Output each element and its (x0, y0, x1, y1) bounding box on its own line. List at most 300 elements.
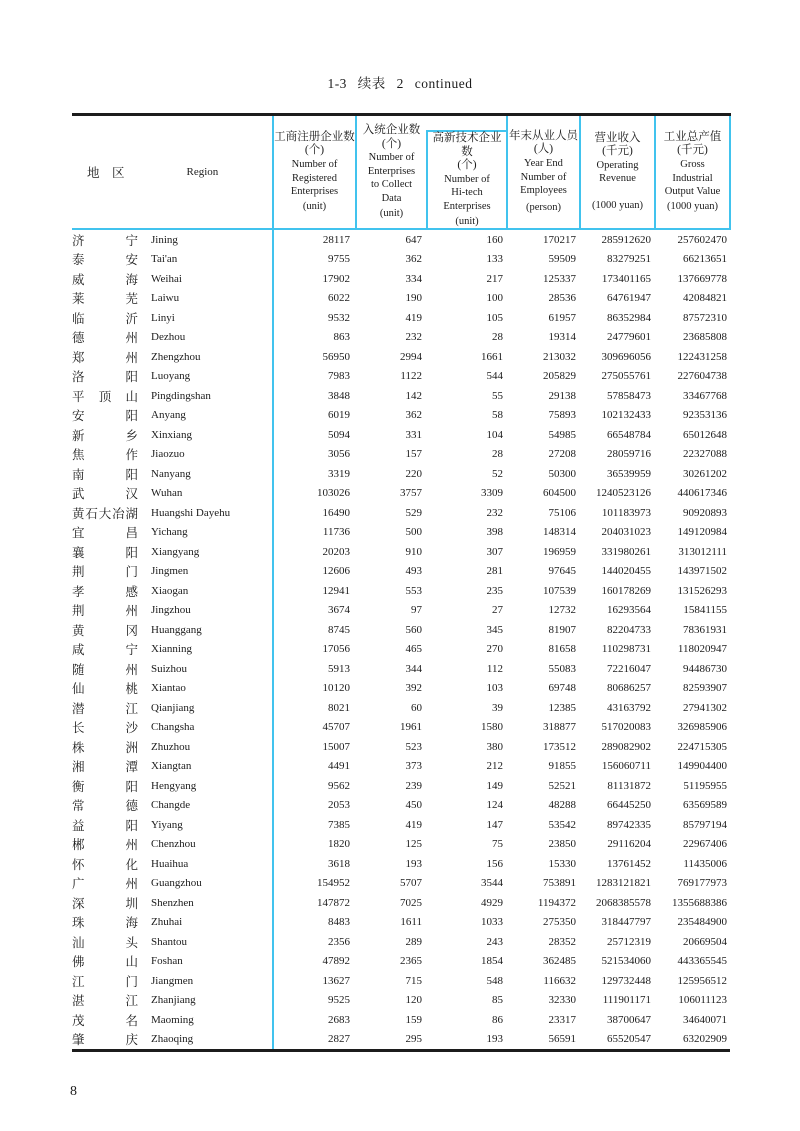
header-title-en: Output Value (664, 186, 721, 198)
header-title-cn: 营业收入 (594, 131, 641, 144)
header-title-en: Number of (368, 152, 415, 164)
table-row (72, 698, 730, 718)
table-row (72, 757, 730, 777)
value-cell: 20669504 (683, 935, 727, 948)
table-row (72, 1030, 730, 1051)
value-cell: 32330 (548, 994, 576, 1007)
region-name-en: Changde (151, 799, 191, 812)
value-cell: 604500 (543, 487, 576, 500)
value-cell: 450 (405, 799, 422, 812)
value-cell: 7385 (328, 818, 350, 831)
value-cell: 1122 (400, 370, 422, 383)
region-name-en: Zhanjiang (151, 994, 196, 1007)
value-cell: 149120984 (677, 526, 727, 539)
region-name-cn: 咸宁 (72, 643, 138, 658)
region-cell (72, 250, 273, 270)
value-cell: 101183973 (601, 506, 651, 519)
table-row (72, 308, 730, 328)
header-title-en: Data (381, 192, 402, 204)
value-cell: 398 (486, 526, 503, 539)
region-name-en: Huangshi Dayehu (151, 506, 231, 519)
value-cell: 48288 (548, 799, 576, 812)
value-cell: 362 (405, 253, 422, 266)
value-cell: 129732448 (601, 974, 651, 987)
region-name-cn: 宜昌 (72, 526, 138, 541)
table-row (72, 932, 730, 952)
region-cell (72, 757, 273, 777)
value-cell: 111901171 (602, 994, 651, 1007)
value-cell: 103 (486, 682, 503, 695)
value-cell: 11736 (322, 526, 350, 539)
value-cell: 243 (486, 935, 503, 948)
value-cell: 560 (405, 623, 422, 636)
region-name-cn: 武汉 (72, 487, 138, 502)
header-title-en: Gross (680, 158, 705, 170)
value-cell: 205829 (543, 370, 576, 383)
value-cell: 9532 (328, 311, 350, 324)
table-row (72, 796, 730, 816)
region-name-en: Tai'an (151, 253, 178, 266)
value-cell: 137669778 (677, 272, 727, 285)
region-name-en: Xiaogan (151, 584, 189, 597)
table-row (72, 328, 730, 348)
value-cell: 373 (405, 760, 422, 773)
region-name-en: Laiwu (151, 292, 180, 305)
table-row (72, 952, 730, 972)
value-cell: 13761452 (607, 857, 651, 870)
region-cell (72, 347, 273, 367)
value-cell: 331 (405, 428, 422, 441)
region-cell (72, 328, 273, 348)
value-cell: 16490 (322, 506, 350, 519)
value-cell: 87572310 (683, 311, 727, 324)
value-cell: 58 (492, 409, 503, 422)
value-cell: 1854 (481, 955, 503, 968)
region-name-cn: 威海 (72, 272, 138, 287)
value-cell: 10120 (322, 682, 350, 695)
value-cell: 97 (411, 604, 422, 617)
value-cell: 309696056 (601, 350, 651, 363)
region-header-en: Region (186, 166, 219, 179)
value-cell: 147872 (317, 896, 350, 909)
region-name-en: Nanyang (151, 467, 191, 480)
value-cell: 33467768 (683, 389, 727, 402)
region-name-cn: 孝感 (72, 584, 138, 599)
table-row (72, 620, 730, 640)
region-cell (72, 464, 273, 484)
region-name-cn: 安阳 (72, 409, 138, 424)
column-header-region (72, 115, 273, 230)
region-name-cn: 常德 (72, 799, 138, 814)
value-cell: 57858473 (607, 389, 651, 402)
value-cell: 106011123 (678, 994, 727, 1007)
region-name-en: Maoming (151, 1013, 194, 1026)
value-cell: 232 (405, 331, 422, 344)
header-unit-cn: (人) (533, 143, 554, 156)
region-name-en: Huanggang (151, 623, 202, 636)
value-cell: 2068385578 (596, 896, 651, 909)
value-cell: 116632 (543, 974, 576, 987)
table-row (72, 893, 730, 913)
value-cell: 50300 (548, 467, 576, 480)
value-cell: 220 (405, 467, 422, 480)
region-cell (72, 406, 273, 426)
value-cell: 7983 (328, 370, 350, 383)
region-cell (72, 581, 273, 601)
value-cell: 257602470 (677, 233, 727, 246)
value-cell: 52 (492, 467, 503, 480)
value-cell: 523 (405, 740, 422, 753)
header-unit-en: (1000 yuan) (666, 200, 719, 212)
value-cell: 9525 (328, 994, 350, 1007)
value-cell: 159 (405, 1013, 422, 1026)
header-title-cn: 年末从业人员 (509, 129, 578, 142)
value-cell: 521534060 (601, 955, 651, 968)
region-name-en: Zhuzhou (151, 740, 191, 753)
value-cell: 3757 (400, 487, 422, 500)
table-row (72, 815, 730, 835)
value-cell: 124 (486, 799, 503, 812)
table-row (72, 425, 730, 445)
value-cell: 1580 (481, 721, 503, 734)
value-cell: 63202909 (683, 1033, 727, 1046)
region-name-en: Yichang (151, 526, 188, 539)
value-cell: 4929 (481, 896, 503, 909)
region-name-en: Huaihua (151, 857, 189, 870)
header-title-en: Hi-tech (451, 187, 483, 199)
region-name-cn: 广州 (72, 877, 138, 892)
header-title-en: Enterprises (290, 186, 339, 198)
value-cell: 9562 (328, 779, 350, 792)
table-body (72, 229, 730, 1051)
value-cell: 2365 (400, 955, 422, 968)
value-cell: 289082902 (601, 740, 651, 753)
value-cell: 86352984 (607, 311, 651, 324)
region-name-en: Zhengzhou (151, 350, 201, 363)
table-row (72, 737, 730, 757)
value-cell: 55 (492, 389, 503, 402)
value-cell: 5707 (400, 877, 422, 890)
region-name-cn: 襄阳 (72, 545, 138, 560)
value-cell: 910 (405, 545, 422, 558)
value-cell: 38700647 (607, 1013, 651, 1026)
header-unit-en: (unit) (455, 215, 479, 227)
value-cell: 89742335 (607, 818, 651, 831)
value-cell: 19314 (548, 331, 576, 344)
region-name-cn: 汕头 (72, 935, 138, 950)
value-cell: 34640071 (683, 1013, 727, 1026)
value-cell: 285912620 (601, 233, 651, 246)
region-name-cn: 德州 (72, 331, 138, 346)
region-name-en: Xiangtan (151, 760, 192, 773)
value-cell: 160178269 (601, 584, 651, 597)
table-row (72, 640, 730, 660)
table-row (72, 718, 730, 738)
value-cell: 17902 (322, 272, 350, 285)
value-cell: 63569589 (683, 799, 727, 812)
value-cell: 544 (486, 370, 503, 383)
column-header-revenue (580, 115, 655, 230)
region-name-en: Jingzhou (151, 604, 191, 617)
value-cell: 20203 (322, 545, 350, 558)
value-cell: 3319 (328, 467, 350, 480)
value-cell: 149 (486, 779, 503, 792)
value-cell: 553 (405, 584, 422, 597)
value-cell: 22967406 (683, 838, 727, 851)
value-cell: 17056 (322, 643, 350, 656)
region-cell (72, 425, 273, 445)
value-cell: 112 (486, 662, 503, 675)
region-name-cn: 荆门 (72, 565, 138, 580)
value-cell: 1240523126 (596, 487, 651, 500)
header-title-en: Industrial (672, 172, 713, 184)
table-row (72, 464, 730, 484)
value-cell: 196959 (543, 545, 576, 558)
region-name-en: Shenzhen (151, 896, 194, 909)
value-cell: 190 (405, 292, 422, 305)
value-cell: 147 (486, 818, 503, 831)
value-cell: 91855 (548, 760, 576, 773)
header-title-cn: 工商注册企业数 (274, 130, 355, 143)
region-name-en: Anyang (151, 409, 186, 422)
header-title-en: Revenue (599, 173, 636, 185)
table-row (72, 269, 730, 289)
value-cell: 80686257 (607, 682, 651, 695)
region-name-cn: 焦作 (72, 448, 138, 463)
region-name-en: Dezhou (151, 331, 186, 344)
header-unit-cn: (个) (381, 137, 402, 150)
region-cell (72, 620, 273, 640)
region-cell (72, 835, 273, 855)
region-name-en: Xianning (151, 643, 192, 656)
value-cell: 2053 (328, 799, 350, 812)
value-cell: 7025 (400, 896, 422, 909)
value-cell: 3848 (328, 389, 350, 402)
value-cell: 548 (486, 974, 503, 987)
value-cell: 235484900 (677, 916, 727, 929)
region-cell (72, 659, 273, 679)
region-name-cn: 湘潭 (72, 760, 138, 775)
region-cell (72, 913, 273, 933)
region-name-en: Zhuhai (151, 916, 183, 929)
header-unit-cn: (千元) (677, 144, 708, 157)
value-cell: 85797194 (683, 818, 727, 831)
value-cell: 204031023 (601, 526, 651, 539)
value-cell: 5913 (328, 662, 350, 675)
value-cell: 753891 (543, 877, 576, 890)
value-cell: 82593907 (683, 682, 727, 695)
value-cell: 307 (486, 545, 503, 558)
value-cell: 6022 (328, 292, 350, 305)
region-name-en: Guangzhou (151, 877, 202, 890)
value-cell: 275055761 (601, 370, 651, 383)
table-row (72, 971, 730, 991)
value-cell: 289 (405, 935, 422, 948)
value-cell: 45707 (322, 721, 350, 734)
value-cell: 65012648 (683, 428, 727, 441)
value-cell: 125956512 (677, 974, 727, 987)
value-cell: 36539959 (607, 467, 651, 480)
header-title-en: Registered (292, 172, 337, 184)
value-cell: 27 (492, 604, 503, 617)
value-cell: 281 (486, 565, 503, 578)
value-cell: 60 (411, 701, 422, 714)
value-cell: 27941302 (683, 701, 727, 714)
value-cell: 4491 (328, 760, 350, 773)
value-cell: 23850 (548, 838, 576, 851)
region-cell (72, 523, 273, 543)
header-unit-cn: (个) (304, 144, 325, 157)
region-cell (72, 562, 273, 582)
value-cell: 239 (405, 779, 422, 792)
region-name-en: Xinxiang (151, 428, 192, 441)
value-cell: 52521 (548, 779, 576, 792)
value-cell: 331980261 (601, 545, 651, 558)
value-cell: 1283121821 (596, 877, 651, 890)
value-cell: 213032 (543, 350, 576, 363)
region-name-en: Weihai (151, 272, 182, 285)
region-cell (72, 737, 273, 757)
value-cell: 13627 (322, 974, 350, 987)
region-name-cn: 肇庆 (72, 1033, 138, 1048)
table-row (72, 581, 730, 601)
table-row (72, 503, 730, 523)
header-title-en: Employees (520, 185, 567, 197)
value-cell: 29138 (548, 389, 576, 402)
value-cell: 419 (405, 818, 422, 831)
value-cell: 440617346 (677, 487, 727, 500)
region-name-cn: 衡阳 (72, 779, 138, 794)
table-row (72, 874, 730, 894)
table-row (72, 991, 730, 1011)
region-name-en: Pingdingshan (151, 389, 211, 402)
value-cell: 769177973 (677, 877, 727, 890)
value-cell: 170217 (543, 233, 576, 246)
region-cell (72, 874, 273, 894)
region-cell (72, 1010, 273, 1030)
value-cell: 28 (492, 448, 503, 461)
value-cell: 8745 (328, 623, 350, 636)
region-cell (72, 484, 273, 504)
value-cell: 1661 (481, 350, 503, 363)
region-name-cn: 佛山 (72, 955, 138, 970)
value-cell: 122431258 (677, 350, 727, 363)
header-unit-en: (unit) (302, 200, 327, 212)
region-name-en: Luoyang (151, 370, 191, 383)
region-cell (72, 854, 273, 874)
value-cell: 43163792 (607, 701, 651, 714)
region-name-en: Jiaozuo (151, 448, 185, 461)
region-name-cn: 茂名 (72, 1013, 138, 1028)
value-cell: 148314 (543, 526, 576, 539)
region-name-cn: 珠海 (72, 916, 138, 931)
header-title-en: Number of (444, 173, 490, 185)
value-cell: 2994 (400, 350, 422, 363)
region-name-en: Qianjiang (151, 701, 195, 714)
header-title-en: Operating (596, 159, 639, 171)
value-cell: 75106 (548, 506, 576, 519)
header-unit-cn: (千元) (602, 145, 633, 158)
region-cell (72, 815, 273, 835)
table-row (72, 367, 730, 387)
value-cell: 1961 (400, 721, 422, 734)
value-cell: 2356 (328, 935, 350, 948)
page-title: 1-3 续表 2 continued (327, 76, 473, 91)
value-cell: 97645 (548, 565, 576, 578)
table-row (72, 562, 730, 582)
region-name-cn: 黄冈 (72, 623, 138, 638)
table-row (72, 854, 730, 874)
value-cell: 1194372 (537, 896, 576, 909)
value-cell: 326985906 (677, 721, 727, 734)
value-cell: 142 (405, 389, 422, 402)
region-name-cn: 郑州 (72, 350, 138, 365)
region-name-cn: 仙桃 (72, 682, 138, 697)
region-cell (72, 796, 273, 816)
region-name-cn: 益阳 (72, 818, 138, 833)
region-name-en: Shantou (151, 935, 188, 948)
value-cell: 102132433 (601, 409, 651, 422)
value-cell: 28352 (548, 935, 576, 948)
region-name-cn: 长沙 (72, 721, 138, 736)
header-unit-cn: (个) (457, 159, 477, 172)
region-cell (72, 640, 273, 660)
value-cell: 318447797 (601, 916, 651, 929)
value-cell: 362 (405, 409, 422, 422)
table-row (72, 289, 730, 309)
value-cell: 83279251 (607, 253, 651, 266)
value-cell: 1355688386 (672, 896, 727, 909)
value-cell: 144020455 (601, 565, 651, 578)
value-cell: 6019 (328, 409, 350, 422)
header-title-en: Number of (520, 171, 567, 183)
value-cell: 334 (405, 272, 422, 285)
value-cell: 133 (486, 253, 503, 266)
value-cell: 12941 (322, 584, 350, 597)
header-title-en: Year End (524, 157, 563, 169)
table-row (72, 445, 730, 465)
table-row (72, 601, 730, 621)
table-row (72, 1010, 730, 1030)
value-cell: 465 (405, 643, 422, 656)
region-name-cn: 江门 (72, 974, 138, 989)
value-cell: 15841155 (683, 604, 727, 617)
region-cell (72, 542, 273, 562)
value-cell: 1820 (328, 838, 350, 851)
region-cell (72, 679, 273, 699)
region-cell (72, 229, 273, 250)
region-cell (72, 308, 273, 328)
value-cell: 39 (492, 701, 503, 714)
region-name-cn: 随州 (72, 662, 138, 677)
region-name-cn: 湛江 (72, 994, 138, 1009)
value-cell: 28 (492, 331, 503, 344)
region-cell (72, 893, 273, 913)
value-cell: 11435006 (683, 857, 727, 870)
value-cell: 318877 (543, 721, 576, 734)
value-cell: 173401165 (601, 272, 651, 285)
value-cell: 56591 (548, 1033, 576, 1046)
region-cell (72, 952, 273, 972)
region-name-cn: 怀化 (72, 857, 138, 872)
value-cell: 81907 (548, 623, 576, 636)
value-cell: 125 (405, 838, 422, 851)
header-title-en: Enterprises (443, 200, 491, 212)
region-cell (72, 601, 273, 621)
header-unit-en: (person) (526, 201, 561, 213)
region-name-en: Xiangyang (151, 545, 200, 558)
region-name-en: Jining (151, 233, 178, 246)
